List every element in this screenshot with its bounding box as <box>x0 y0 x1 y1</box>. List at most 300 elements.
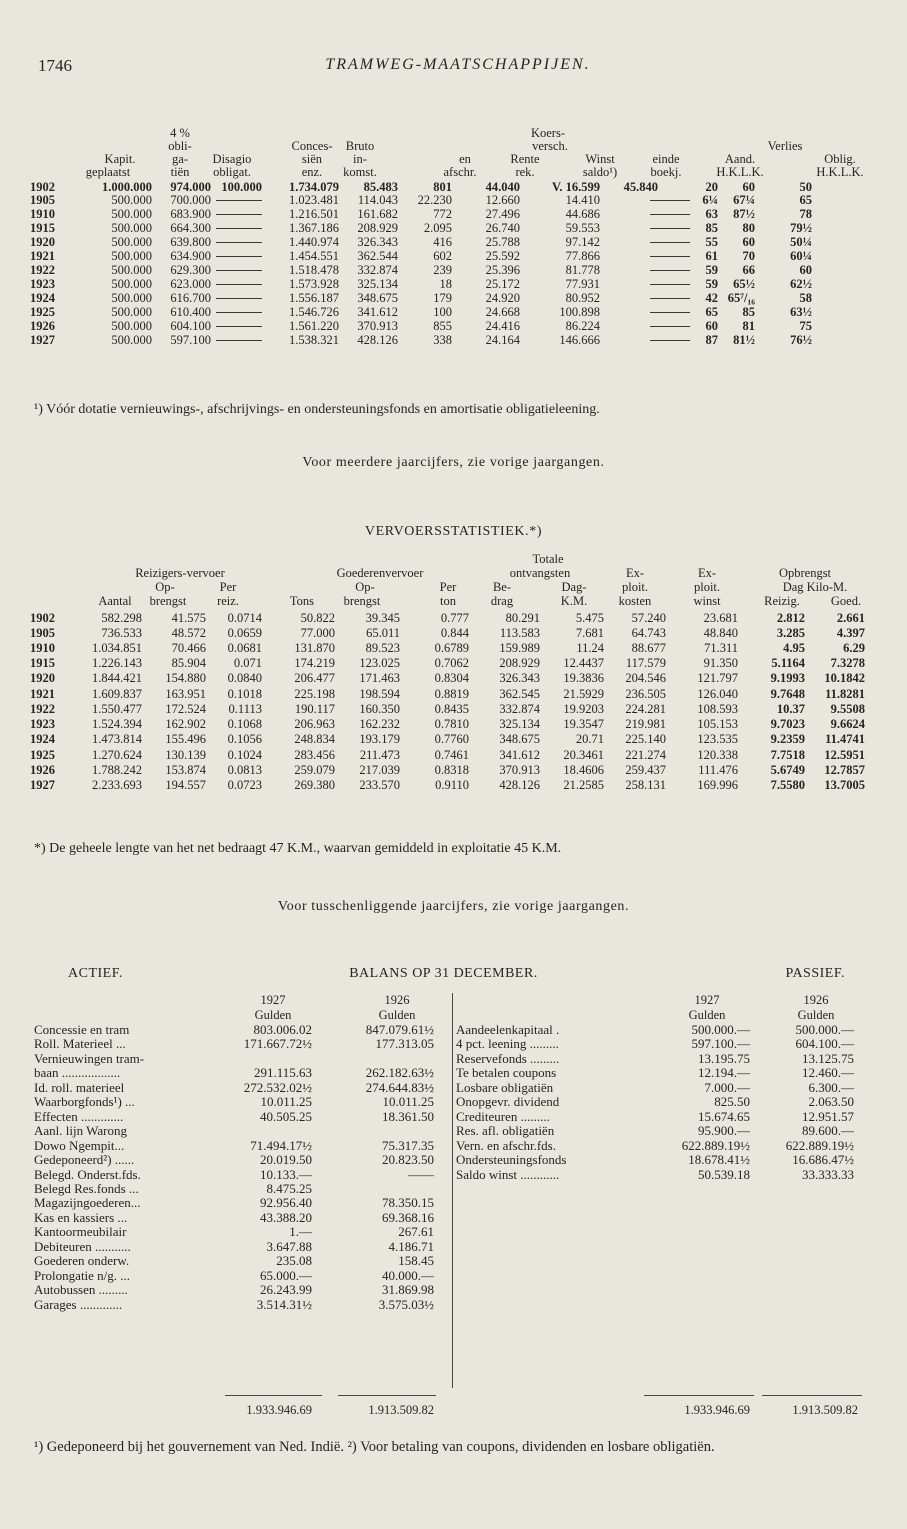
value-cell: 105.153 <box>697 717 738 731</box>
dash-mark <box>650 214 690 215</box>
year-header: 1926 <box>803 993 829 1007</box>
column-header: Op- <box>155 580 175 594</box>
column-header: Totale <box>532 552 564 566</box>
liability-value-1926: 6.300.— <box>808 1079 854 1095</box>
asset-value-1927: 1.— <box>289 1224 312 1240</box>
value-cell: 80.291 <box>505 611 540 625</box>
value-cell: 416 <box>433 235 452 249</box>
value-cell: 325.134 <box>357 277 398 291</box>
liability-value-1926: 622.889.19½ <box>785 1137 854 1153</box>
dash-mark <box>216 326 262 327</box>
value-cell: 855 <box>433 319 452 333</box>
value-cell: 269.380 <box>294 778 335 792</box>
value-cell: 1.561.220 <box>289 319 339 333</box>
column-header: geplaatst <box>85 165 131 179</box>
balance-unit-row <box>0 1008 907 1022</box>
table-row <box>0 221 907 235</box>
column-header: kosten <box>618 594 652 608</box>
asset-value-1927: 10.133.— <box>260 1166 312 1182</box>
value-cell: 1.550.477 <box>92 702 142 716</box>
table-row <box>0 702 907 716</box>
balance-left-row <box>0 1298 907 1313</box>
value-cell: 42 <box>705 291 718 305</box>
value-cell: 428.126 <box>499 778 540 792</box>
value-cell: 63 <box>705 207 718 221</box>
value-cell: 60¼ <box>790 249 812 263</box>
value-cell: 206.963 <box>294 717 335 731</box>
column-header: saldo¹) <box>582 165 618 179</box>
year-cell: 1920 <box>30 671 55 685</box>
value-cell: 500.000 <box>111 319 152 333</box>
dash-mark <box>216 340 262 341</box>
value-cell: 225.198 <box>294 687 335 701</box>
total-rule <box>644 1395 754 1396</box>
value-cell: 225.140 <box>625 732 666 746</box>
value-cell: 100 <box>433 305 452 319</box>
table-row <box>0 641 907 655</box>
value-cell: 85 <box>742 305 755 319</box>
asset-label: Debiteuren ........... <box>34 1238 131 1254</box>
asset-value-1926: 75.317.35 <box>382 1137 434 1153</box>
asset-value-1927: 3.647.88 <box>266 1238 312 1254</box>
dash-mark <box>216 284 262 285</box>
value-cell: 60 <box>742 235 755 249</box>
value-cell: 58 <box>799 291 812 305</box>
asset-label: Belegd. Onderst.fds. <box>34 1166 141 1182</box>
value-cell: 0.1113 <box>228 702 262 716</box>
value-cell: 1.524.394 <box>92 717 142 731</box>
year-header: 1927 <box>694 993 720 1007</box>
asset-label: Garages ............. <box>34 1296 123 1312</box>
value-cell: 87½ <box>733 207 755 221</box>
value-cell: 81½ <box>733 333 755 347</box>
balance-right-row <box>0 1153 907 1168</box>
value-cell: 13.7005 <box>824 778 865 792</box>
value-cell: 44.686 <box>565 207 600 221</box>
asset-value-1926: 158.45 <box>398 1253 434 1269</box>
value-cell: 50¼ <box>790 235 812 249</box>
value-cell: 21.5929 <box>563 687 604 701</box>
value-cell: 45.840 <box>623 180 658 194</box>
dash-mark <box>216 312 262 313</box>
asset-label: Gedeponeerd²) ...... <box>34 1152 135 1168</box>
table-row <box>0 235 907 249</box>
value-cell: 55 <box>705 235 718 249</box>
liability-total-1926: 1.913.509.82 <box>792 1403 858 1417</box>
value-cell: 801 <box>433 180 452 194</box>
table-row <box>0 717 907 731</box>
value-cell: 11.24 <box>576 641 604 655</box>
column-header: winst <box>693 594 721 608</box>
value-cell: 6¼ <box>702 193 718 207</box>
column-header: K.M. <box>560 594 588 608</box>
asset-value-1926: 31.869.98 <box>382 1282 434 1298</box>
value-cell: 500.000 <box>111 249 152 263</box>
value-cell: 14.410 <box>565 193 600 207</box>
value-cell: 41.575 <box>171 611 206 625</box>
value-cell: 7.3278 <box>830 656 865 670</box>
column-header: boekj. <box>650 165 682 179</box>
value-cell: 19.9203 <box>563 702 604 716</box>
value-cell: 24.416 <box>485 319 520 333</box>
value-cell: 174.219 <box>294 656 335 670</box>
asset-value-1927: 272.532.02½ <box>243 1079 312 1095</box>
table-header-row <box>0 139 907 153</box>
year-cell: 1921 <box>30 687 55 701</box>
value-cell: 332.874 <box>499 702 540 716</box>
asset-label: Magazijngoederen... <box>34 1195 141 1211</box>
liability-label: 4 pct. leening ......... <box>456 1036 559 1052</box>
balance-right-row <box>0 1095 907 1110</box>
column-header: Aand. <box>724 152 756 166</box>
asset-value-1927: 92.956.40 <box>260 1195 312 1211</box>
dash-mark <box>650 326 690 327</box>
value-cell: 248.834 <box>294 732 335 746</box>
total-rule <box>225 1395 322 1396</box>
column-header: Verlies <box>767 139 803 153</box>
value-cell: 86.224 <box>565 319 600 333</box>
value-cell: 224.281 <box>625 702 666 716</box>
value-cell: 0.844 <box>440 626 469 640</box>
liability-value-1927: 597.100.— <box>691 1036 750 1052</box>
dash-mark <box>216 242 262 243</box>
asset-value-1926: 10.011.25 <box>382 1094 434 1110</box>
value-cell: 24.164 <box>485 333 520 347</box>
year-cell: 1925 <box>30 305 55 319</box>
value-cell: 7.681 <box>575 626 604 640</box>
value-cell: 76½ <box>790 333 812 347</box>
column-header: H.K.L.K. <box>716 165 764 179</box>
column-header: einde <box>652 152 680 166</box>
column-header: Aantal <box>98 594 132 608</box>
value-cell: 48.572 <box>171 626 206 640</box>
balance-title: BALANS OP 31 DECEMBER. <box>349 966 538 981</box>
value-cell: 20 <box>705 180 718 194</box>
liability-value-1926: 13.125.75 <box>802 1050 854 1066</box>
value-cell: 602 <box>433 249 452 263</box>
value-cell: 325.134 <box>499 717 540 731</box>
value-cell: 161.682 <box>357 207 398 221</box>
liability-label: Onopgevr. dividend <box>456 1094 560 1110</box>
table-row <box>0 732 907 746</box>
liability-label: Saldo winst ............ <box>456 1166 560 1182</box>
value-cell: 67¼ <box>733 193 755 207</box>
unit-header: Gulden <box>797 1008 835 1022</box>
dash-mark <box>650 298 690 299</box>
value-cell: 500.000 <box>111 277 152 291</box>
year-cell: 1902 <box>30 180 55 194</box>
value-cell: 194.557 <box>165 778 206 792</box>
liability-value-1927: 12.194.— <box>698 1065 750 1081</box>
column-header: obligat. <box>213 165 251 179</box>
balance-right-row <box>0 1037 907 1052</box>
value-cell: 370.913 <box>499 763 540 777</box>
column-header: Disagio <box>212 152 252 166</box>
table-row <box>0 319 907 333</box>
value-cell: 25.172 <box>485 277 520 291</box>
value-cell: 428.126 <box>357 333 398 347</box>
value-cell: 153.874 <box>165 763 206 777</box>
balance-left-row <box>0 1225 907 1240</box>
column-header: in- <box>353 152 367 166</box>
value-cell: 1.734.079 <box>289 180 339 194</box>
liability-label: Res. afl. obligatiën <box>456 1123 555 1139</box>
value-cell: 208.929 <box>499 656 540 670</box>
value-cell: 6.29 <box>843 641 865 655</box>
year-cell: 1905 <box>30 193 55 207</box>
value-cell: 500.000 <box>111 305 152 319</box>
value-cell: 5.475 <box>575 611 604 625</box>
table-header-row <box>0 552 907 566</box>
value-cell: 0.7062 <box>434 656 469 670</box>
value-cell: 664.300 <box>170 221 211 235</box>
table-row <box>0 687 907 701</box>
intermediate-figures-note: Voor tusschenliggende jaarcijfers, zie vorige jaargangen. <box>277 899 630 914</box>
value-cell: 0.8435 <box>434 702 469 716</box>
column-header: siën <box>301 152 323 166</box>
value-cell: 20.3461 <box>563 748 604 762</box>
value-cell: 623.000 <box>170 277 211 291</box>
value-cell: 193.179 <box>359 732 400 746</box>
dash-mark <box>216 256 262 257</box>
value-cell: 10.37 <box>776 702 805 716</box>
value-cell: 71.311 <box>704 641 738 655</box>
liability-label: Vern. en afschr.fds. <box>456 1137 556 1153</box>
value-cell: 78 <box>799 207 812 221</box>
dash-mark <box>216 200 262 201</box>
value-cell: 24.920 <box>485 291 520 305</box>
value-cell: 634.900 <box>170 249 211 263</box>
table-row <box>0 626 907 640</box>
asset-value-1927: 20.019.50 <box>260 1152 312 1168</box>
column-header: H.K.L.K. <box>816 165 864 179</box>
value-cell: 1.216.501 <box>289 207 339 221</box>
liability-value-1926: 500.000.— <box>795 1022 854 1037</box>
value-cell: 65½ <box>733 277 755 291</box>
unit-header: Gulden <box>254 1008 292 1022</box>
value-cell: 219.981 <box>625 717 666 731</box>
dash-mark <box>650 340 690 341</box>
page-title: TRAMWEG-MAATSCHAPPIJEN. <box>325 56 591 73</box>
asset-value-1926: 3.575.03½ <box>378 1296 434 1312</box>
column-header: Bruto <box>345 139 375 153</box>
value-cell: 65.011 <box>366 626 400 640</box>
asset-label: Roll. Materieel ... <box>34 1036 126 1052</box>
value-cell: 198.594 <box>359 687 400 701</box>
liability-value-1926: 89.600.— <box>802 1123 854 1139</box>
column-header: Goed. <box>830 594 862 608</box>
table-row <box>0 748 907 762</box>
value-cell: 233.570 <box>359 778 400 792</box>
column-header: reiz. <box>217 594 239 608</box>
asset-label: Id. roll. materieel <box>34 1079 125 1095</box>
value-cell: 9.5508 <box>830 702 865 716</box>
value-cell: 63½ <box>790 305 812 319</box>
asset-label: Kantoormeubilair <box>34 1224 127 1240</box>
value-cell: 12.4437 <box>563 656 604 670</box>
dash-mark <box>650 270 690 271</box>
balance-right-row <box>0 1052 907 1067</box>
value-cell: 341.612 <box>499 748 540 762</box>
column-header: Tons <box>289 594 315 608</box>
table-row <box>0 207 907 221</box>
column-header: Conces- <box>291 139 333 153</box>
value-cell: 87 <box>705 333 718 347</box>
balance-divider <box>452 993 453 1388</box>
year-cell: 1923 <box>30 277 55 291</box>
value-cell: 123.535 <box>697 732 738 746</box>
liability-value-1926: 12.460.— <box>802 1065 854 1081</box>
transport-stats-title: VERVOERSSTATISTIEK.*) <box>364 524 543 539</box>
dash-mark <box>216 214 262 215</box>
column-header: ga- <box>172 152 188 166</box>
asset-total-1927: 1.933.946.69 <box>246 1403 312 1417</box>
asset-value-1927: 10.011.25 <box>260 1094 312 1110</box>
value-cell: 81.778 <box>565 263 600 277</box>
value-cell: 208.929 <box>357 221 398 235</box>
value-cell: 64.743 <box>631 626 666 640</box>
value-cell: 0.8318 <box>434 763 469 777</box>
value-cell: 326.343 <box>357 235 398 249</box>
value-cell: 500.000 <box>111 235 152 249</box>
value-cell: 10.1842 <box>824 671 865 685</box>
column-header: rek. <box>515 165 535 179</box>
dash-mark <box>650 242 690 243</box>
balance-left-row <box>0 1211 907 1226</box>
column-header: Reizigers-vervoer <box>135 566 225 580</box>
asset-value-1926: 20.823.50 <box>382 1152 434 1168</box>
column-header: ploit. <box>693 580 721 594</box>
column-header: Dag Kilo-M. <box>782 580 848 594</box>
value-cell: 500.000 <box>111 193 152 207</box>
dash-mark <box>216 270 262 271</box>
column-header: ton <box>440 594 456 608</box>
value-cell: 163.951 <box>165 687 206 701</box>
value-cell: 190.117 <box>294 702 335 716</box>
asset-value-1927: 43.388.20 <box>260 1209 312 1225</box>
value-cell: 239 <box>433 263 452 277</box>
value-cell: 12.7857 <box>824 763 865 777</box>
value-cell: 60 <box>742 180 755 194</box>
liability-value-1926: 604.100.— <box>795 1036 854 1052</box>
year-header: 1926 <box>384 993 410 1007</box>
value-cell: 1.518.478 <box>289 263 339 277</box>
value-cell: 604.100 <box>170 319 211 333</box>
value-cell: 79½ <box>790 221 812 235</box>
column-header: 4 % <box>170 126 190 140</box>
liability-value-1926: 16.686.47½ <box>792 1152 854 1168</box>
value-cell: 65⁷/₁₆ <box>727 291 755 305</box>
year-cell: 1926 <box>30 319 55 333</box>
value-cell: 204.546 <box>625 671 666 685</box>
table-row <box>0 277 907 291</box>
value-cell: 258.131 <box>625 778 666 792</box>
column-header: afschr. <box>443 165 477 179</box>
year-cell: 1923 <box>30 717 55 731</box>
value-cell: 1.454.551 <box>289 249 339 263</box>
value-cell: 206.477 <box>294 671 335 685</box>
value-cell: 736.533 <box>101 626 142 640</box>
balance-left-row <box>0 1182 907 1197</box>
asset-value-1926: 274.644.83½ <box>365 1079 434 1095</box>
value-cell: 171.463 <box>359 671 400 685</box>
value-cell: 338 <box>433 333 452 347</box>
value-cell: 326.343 <box>499 671 540 685</box>
table-header-row <box>0 594 907 608</box>
actief-label: ACTIEF. <box>68 966 123 981</box>
value-cell: 0.1018 <box>227 687 262 701</box>
value-cell: 59 <box>705 277 718 291</box>
value-cell: 88.677 <box>631 641 666 655</box>
value-cell: 25.592 <box>485 249 520 263</box>
value-cell: 12.5951 <box>824 748 865 762</box>
value-cell: 80 <box>742 221 755 235</box>
value-cell: 65 <box>705 305 718 319</box>
liability-value-1927: 622.889.19½ <box>681 1137 750 1153</box>
value-cell: 1.367.186 <box>289 221 339 235</box>
asset-label: Belegd Res.fonds ... <box>34 1180 139 1196</box>
year-cell: 1927 <box>30 778 55 792</box>
liability-total-1927: 1.933.946.69 <box>684 1403 750 1417</box>
liability-label: Te betalen coupons <box>456 1065 557 1081</box>
year-cell: 1925 <box>30 748 55 762</box>
value-cell: 26.740 <box>485 221 520 235</box>
value-cell: 77.931 <box>565 277 600 291</box>
asset-value-1927: 291.115.63 <box>253 1065 312 1081</box>
balance-left-row <box>0 1283 907 1298</box>
asset-label: Prolongatie n/g. ... <box>34 1267 131 1283</box>
value-cell: 0.0714 <box>227 611 262 625</box>
value-cell: 0.0840 <box>227 671 262 685</box>
asset-label: Effecten ............. <box>34 1108 124 1124</box>
total-rule <box>762 1395 862 1396</box>
passief-label: PASSIEF. <box>785 966 845 981</box>
asset-value-1926: 262.182.63½ <box>365 1065 434 1081</box>
value-cell: 0.071 <box>233 656 262 670</box>
transport-stats-footnote: *) De geheele lengte van het net bedraagt 47 K.M., waarvan gemiddeld in exploitatie 45 K.M. <box>34 841 562 856</box>
value-cell: 1.226.143 <box>92 656 142 670</box>
value-cell: 25.396 <box>485 263 520 277</box>
value-cell: 44.040 <box>485 180 520 194</box>
financial-table-footnote: ¹) Vóór dotatie vernieuwings-, afschrijvings- en ondersteuningsfonds en amortisatie obligatieleening. <box>34 402 600 417</box>
table-row <box>0 611 907 625</box>
value-cell: 91.350 <box>703 656 738 670</box>
value-cell: 0.1056 <box>227 732 262 746</box>
value-cell: 0.7810 <box>434 717 469 731</box>
value-cell: 217.039 <box>359 763 400 777</box>
value-cell: 700.000 <box>170 193 211 207</box>
balance-right-row <box>0 1081 907 1096</box>
value-cell: 9.7023 <box>770 717 805 731</box>
value-cell: 221.274 <box>625 748 666 762</box>
dash-mark <box>216 228 262 229</box>
liability-value-1926: 33.333.33 <box>802 1166 854 1182</box>
value-cell: 18.4606 <box>563 763 604 777</box>
value-cell: 100.000 <box>221 180 262 194</box>
value-cell: 123.025 <box>359 656 400 670</box>
dash-mark <box>650 312 690 313</box>
table-row <box>0 291 907 305</box>
table-header-row <box>0 126 907 140</box>
asset-value-1927: 235.08 <box>276 1253 312 1269</box>
value-cell: 80.952 <box>565 291 600 305</box>
value-cell: 120.338 <box>697 748 738 762</box>
asset-label: Autobussen ......... <box>34 1282 128 1298</box>
balance-left-row <box>0 1240 907 1255</box>
table-row <box>0 305 907 319</box>
value-cell: 1.844.421 <box>92 671 142 685</box>
table-row <box>0 333 907 347</box>
